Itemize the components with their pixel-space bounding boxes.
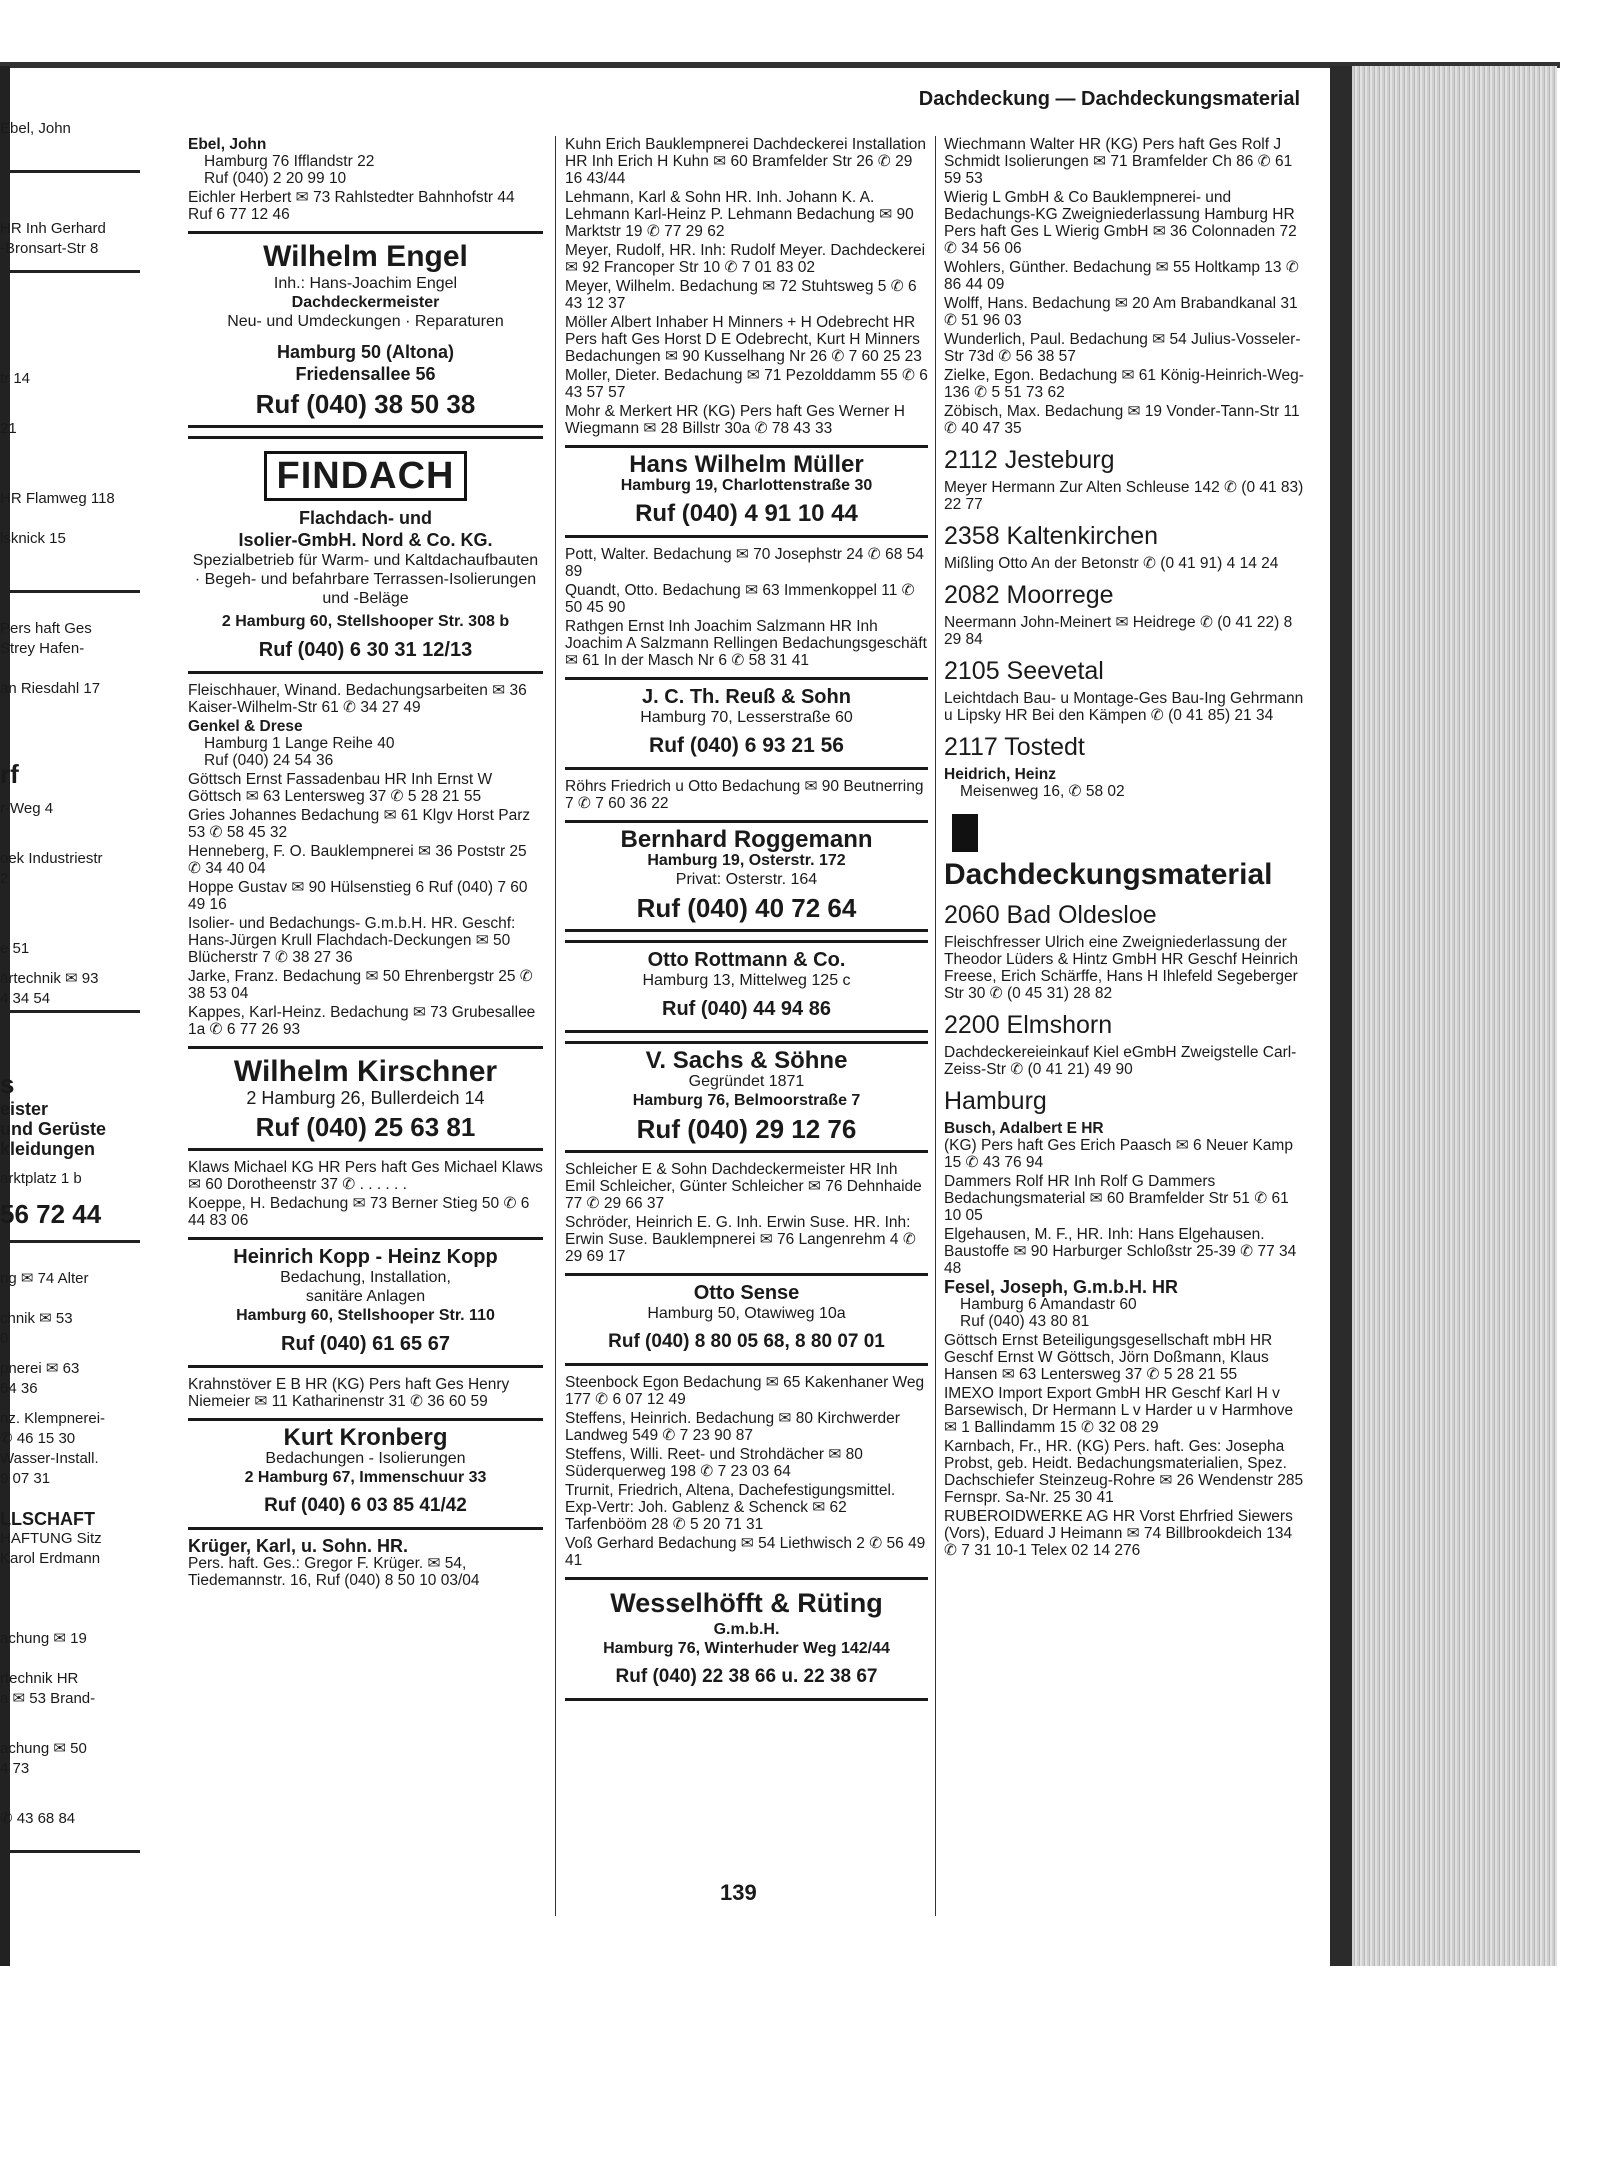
entry-text: Jarke, Franz. Bedachung ✉ 50 Ehrenbergstr 25 ✆ 38 53 04 [188,968,533,1002]
entry [565,618,928,669]
entry-phone: Ruf (040) 43 80 81 [960,1313,1090,1330]
entry-text: Gries Johannes Bedachung ✉ 61 Klgv Horst Parz 53 ✆ 58 45 32 [188,807,531,841]
left-fragment-line: Strey Hafen- [0,640,85,657]
entry [944,934,1304,1002]
ad-address: Privat: Osterstr. 164 [675,871,818,888]
entry-text: Koeppe, H. Bedachung ✉ 73 Berner Stieg 50 ✆ 6 44 83 06 [188,1195,530,1229]
entry-text: Göttsch Ernst Beteiligungsgesellschaft mbH HR Geschf Ernst W Göttsch, Jörn Doßmann, Klaus Hansen ✉ 63 Lentersweg 37 ✆ 5 28 21 55 [944,1332,1273,1383]
entry [565,314,928,365]
city-heading: 2060 Bad Oldesloe [944,901,1157,929]
left-fragment-line: Wasser-Install. [0,1450,99,1467]
entry [565,582,928,616]
left-fragment-line: 4 73 [0,1760,30,1777]
city-heading: 2117 Tostedt [944,733,1085,761]
entry [565,546,928,580]
ad-address: Hamburg 50 (Altona) [276,342,454,362]
entry [565,1446,928,1480]
entry [565,1535,928,1569]
left-fragment-line: lsknick 15 [0,530,66,547]
left-fragment-line: a ✉ 53 Brand- [0,1690,96,1707]
left-fragment-line: achung ✉ 50 [0,1740,87,1757]
ad-title: Wilhelm Kirschner [233,1055,498,1088]
left-fragment-line: 4 34 54 [0,990,51,1007]
entry-text: Fleischhauer, Winand. Bedachungsarbeiten ✉ 36 Kaiser-Wilhelm-Str 61 ✆ 34 27 49 [188,682,527,716]
entry [565,1214,928,1265]
entry-text: Dachdeckereieinkauf Kiel eGmbH Zweigstelle Carl-Zeiss-Str ✆ (0 41 21) 49 90 [944,1044,1297,1078]
column-divider [935,136,936,1916]
entry [565,278,928,312]
entry-text: Meyer Hermann Zur Alten Schleuse 142 ✆ (0 41 83) 22 77 [944,479,1304,513]
entry-text: Steffens, Heinrich. Bedachung ✉ 80 Kirchwerder Landweg 549 ✆ 7 23 90 87 [565,1410,900,1444]
city-heading: 2112 Jesteburg [944,446,1115,474]
ad-line: Isolier-GmbH. Nord & Co. KG. [238,530,493,550]
left-fragment-line: 56 72 44 [0,1199,102,1229]
entry-text: Zöbisch, Max. Bedachung ✉ 19 Vonder-Tann-Str 11 ✆ 40 47 35 [944,403,1300,437]
entry [944,189,1304,257]
entry-address: Meisenweg 16, ✆ 58 02 [960,783,1125,800]
entry-text: Klaws Michael KG HR Pers haft Ges Michael Klaws ✉ 60 Dorotheenstr 37 ✆ . . . . . . [188,1159,543,1193]
entry [188,807,543,841]
entry-text: Pers. haft. Ges.: Gregor F. Krüger. ✉ 54, Tiedemannstr. 16, Ruf (040) 8 50 10 03/04 [188,1555,480,1589]
entry-text: Trurnit, Friedrich, Altena, Dachefestigungsmittel. Exp-Vertr: Joh. Gablenz & Schenck ✉ 62 Tarfenbööm 28 ✆ 5 20 71 31 [565,1482,896,1533]
ad-title: V. Sachs & Söhne [645,1047,848,1074]
entry-text: Leichtdach Bau- u Montage-Ges Bau-Ing Gehrmann u Lipsky HR Bei den Kämpen ✆ (0 41 85) 21 34 [944,690,1304,724]
left-fragment-line: r-Weg 4 [0,800,54,817]
ad-address: Hamburg 50, Otawiweg 10a [647,1305,846,1322]
ad-title: Kurt Kronberg [283,1424,448,1451]
entry-text: Neermann John-Meinert ✉ Heidrege ✆ (0 41 22) 8 29 84 [944,614,1293,648]
entry-text: Möller Albert Inhaber H Minners + H Odebrecht HR Pers haft Ges Horst D E Odebrecht, Kurt H Minners Bedachungen ✉ 90 Kusselhang Nr 26 ✆ 7 60 25 23 [565,314,922,365]
entry [944,1120,1304,1171]
ad-wilhelm-kirschner [188,1046,543,1151]
entry-text: Steenbock Egon Bedachung ✉ 65 Kakenhaner Weg 177 ✆ 6 07 12 49 [565,1374,925,1408]
entry [944,367,1304,401]
entry-name: Busch, Adalbert E HR [944,1120,1104,1137]
entry [188,136,543,187]
left-fragment-line: ärtechnik ✉ 93 [0,970,99,987]
entry-text: Eichler Herbert ✉ 73 Rahlstedter Bahnhofstr 44 [188,189,515,206]
entry-text: Steffens, Willi. Reet- und Strohdächer ✉ 80 Süderquerweg 198 ✆ 7 23 03 64 [565,1446,863,1480]
ad-title: Hans Wilhelm Müller [629,451,864,478]
ad-title: Bernhard Roggemann [620,826,873,853]
ad-phone: Ruf (040) 44 94 86 [662,998,831,1020]
ad-line: G.m.b.H. [713,1621,780,1638]
ad-address: Hamburg 76, Winterhuder Weg 142/44 [603,1640,890,1657]
ad-phone: Ruf (040) 8 80 05 68, 8 80 07 01 [608,1331,885,1352]
ad-phone: Ruf (040) 6 30 31 12/13 [258,639,473,661]
entry-text: Karnbach, Fr., HR. (KG) Pers. haft. Ges: Josepha Probst, geb. Heidt. Bedachungsmaterialien, Spez. Dachschiefer Steinzeug-Rohre ✉ 26 Wendenstr 285 Fernspr. Sa-Nr. 25 30 41 [944,1438,1304,1506]
ad-address: 2 Hamburg 67, Immenschuur 33 [244,1469,487,1486]
ad-address: Hamburg 19, Osterstr. 172 [647,852,846,869]
ad-v-sachs-soehne [565,1041,928,1153]
entry [944,1173,1304,1224]
entry-text: Meyer, Rudolf, HR. Inh: Rudolf Meyer. Dachdeckerei ✉ 92 Francoper Str 10 ✆ 7 01 83 02 [565,242,926,276]
ad-line: Bedachung, Installation, [280,1269,451,1286]
left-fragment-line: und Gerüste [0,1119,107,1139]
ad-address: Hamburg 19, Charlottenstraße 30 [620,477,873,494]
entry-text: Meyer, Wilhelm. Bedachung ✉ 72 Stuhtsweg 5 ✆ 6 43 12 37 [565,278,917,312]
city-heading: 2082 Moorrege [944,581,1114,609]
ad-reuss-sohn [565,677,928,770]
left-fragment-line: eister [0,1099,49,1119]
entry-text: Schröder, Heinrich E. G. Inh. Erwin Suse. HR. Inh: Erwin Suse. Bauklempnerei ✉ 76 Langenrehm 4 ✆ 29 69 17 [565,1214,916,1265]
entry [188,1195,543,1229]
left-fragment-line: pnerei ✉ 63 [0,1360,80,1377]
left-fragment-line: 0 [0,1330,9,1347]
left-fragment-line: rf [0,759,19,789]
entry-text: Quandt, Otto. Bedachung ✉ 63 Immenkoppel 11 ✆ 50 45 90 [565,582,915,616]
entry-text: Schleicher E & Sohn Dachdeckermeister HR Inh Emil Schleicher, Günter Schleicher ✉ 76 Dehnhaide 77 ✆ 29 66 37 [565,1161,922,1212]
ad-address: Friedensallee 56 [295,364,436,384]
running-head: Dachdeckung — Dachdeckungsmaterial [918,88,1300,110]
entry-name: Heidrich, Heinz [944,766,1056,783]
left-fragment-line: oek Industriestr [0,850,103,867]
entry [188,915,543,966]
entry [565,778,928,812]
ad-otto-rottmann [565,940,928,1033]
left-fragment-line: LLSCHAFT [0,1509,95,1529]
entry [565,1410,928,1444]
entry-text: Mohr & Merkert HR (KG) Pers haft Ges Werner H Wiegmann ✉ 28 Billstr 30a ✆ 78 43 33 [565,403,905,437]
entry [188,1376,543,1410]
left-fragment-rule [0,1850,140,1853]
entry-text: Fleischfresser Ulrich eine Zweigniederlassung der Theodor Lüders & Hintz GmbH HR Geschf Heinrich Freese, Erich Schärffe, Hans H Ihlefeld Segeberger Str 30 ✆ (0 45 31) 28 82 [944,934,1299,1002]
entry-text: Rathgen Ernst Inh Joachim Salzmann HR Inh Joachim A Salzmann Rellingen Bedachungsgeschäft ✉ 61 In der Masch Nr 6 ✆ 58 31 41 [565,618,927,669]
entry [188,879,543,913]
entry [188,682,543,716]
ad-kurt-kronberg [188,1418,543,1530]
entry-text: Mißling Otto An der Betonstr ✆ (0 41 91) 4 14 24 [944,555,1279,572]
left-page-fragment [0,110,140,1870]
entry-name: Ebel, John [188,136,267,153]
left-fragment-line: 64 36 [0,1380,38,1397]
entry [565,367,928,401]
column-b [565,136,928,1709]
left-fragment-rule [0,1010,140,1013]
left-fragment-line: -Bronsart-Str 8 [0,240,99,257]
entry [188,968,543,1002]
entry [188,1159,543,1193]
entry [188,1538,543,1589]
entry [944,1044,1304,1078]
left-fragment-line: kleidungen [0,1139,96,1159]
ad-phone: Ruf (040) 40 72 64 [636,893,857,923]
left-fragment-rule [0,590,140,593]
ad-bernhard-roggemann [565,820,928,932]
ad-title: Otto Rottmann & Co. [647,949,846,971]
ad-wilhelm-engel [188,231,543,428]
entry-text: Hoppe Gustav ✉ 90 Hülsenstieg 6 Ruf (040) 7 60 49 16 [188,879,528,913]
entry [944,690,1304,724]
left-fragment-line: Ebel, John [0,120,71,137]
entry [944,1508,1304,1559]
left-fragment-line: HR Flamweg 118 [0,490,115,507]
entry-text: Dammers Rolf HR Inh Rolf G Dammers Bedachungsmaterial ✉ 60 Bramfelder Str 51 ✆ 61 10 05 [944,1173,1289,1224]
entry [565,1482,928,1533]
entry-text: Wohlers, Günther. Bedachung ✉ 55 Holtkamp 13 ✆ 86 44 09 [944,259,1299,293]
entry-text: Pott, Walter. Bedachung ✉ 70 Josephstr 24 ✆ 68 54 89 [565,546,924,580]
ad-title: Wesselhöfft & Rüting [610,1588,883,1618]
entry-text: Lehmann, Karl & Sohn HR. Inh. Johann K. A. Lehmann Karl-Heinz P. Lehmann Bedachung ✉ 90 Marktstr 19 ✆ 77 29 62 [565,189,914,240]
entry-address: Hamburg 6 Amandastr 60 [960,1296,1137,1313]
ad-line: Bedachungen - Isolierungen [265,1450,466,1467]
ad-address: Hamburg 60, Stellshooper Str. 110 [236,1307,495,1324]
ad-phone: Ruf (040) 4 91 10 44 [635,500,858,527]
left-fragment-line: 21 [0,420,17,437]
entry-text: IMEXO Import Export GmbH HR Geschf Karl H v Barsewisch, Dr Hermann L v Harder u v Harmhove ✉ 1 Ballindamm 15 ✆ 32 08 29 [944,1385,1294,1436]
ad-wesselhoefft-rueting [565,1577,928,1701]
entry-text: RUBEROIDWERKE AG HR Vorst Ehrfried Siewers (Vors), Eduard J Heimann ✉ 74 Billbrookdeich 134 ✆ 7 31 10-1 Telex 02 14 276 [944,1508,1293,1559]
entry [944,295,1304,329]
ad-findach [188,436,543,674]
entry-text: Zielke, Egon. Bedachung ✉ 61 König-Heinrich-Weg-136 ✆ 5 51 73 62 [944,367,1304,401]
entry [565,403,928,437]
entry [944,1226,1304,1277]
page-number: 139 [720,1880,757,1905]
entry-phone: Ruf (040) 2 20 99 10 [204,170,347,187]
page-top-edge [0,62,1560,68]
entry [565,1374,928,1408]
entry-text: Wolff, Hans. Bedachung ✉ 20 Am Brabandkanal 31 ✆ 51 96 03 [944,295,1298,329]
entry [944,331,1304,365]
left-fragment-rule [0,1240,140,1243]
entry [944,1332,1304,1383]
entry [944,1438,1304,1506]
entry [565,242,928,276]
left-fragment-line: arktplatz 1 b [0,1170,82,1187]
entry [188,189,543,223]
left-fragment-line: nz. Klempnerei- [0,1410,106,1427]
left-fragment-line: s [0,1069,15,1099]
entry-text: Moller, Dieter. Bedachung ✉ 71 Pezolddamm 55 ✆ 6 43 57 57 [565,367,928,401]
entry [565,1161,928,1212]
ad-address: Hamburg 76, Belmoorstraße 7 [632,1092,861,1109]
entry [944,614,1304,648]
ad-line: Neu- und Umdeckungen · Reparaturen [227,313,504,330]
ad-title: Heinrich Kopp - Heinz Kopp [233,1246,498,1268]
city-heading: 2358 Kaltenkirchen [944,522,1159,550]
entry [188,718,543,769]
ad-phone: Ruf (040) 6 93 21 56 [649,734,844,757]
ad-hans-wilhelm-mueller [565,445,928,538]
ad-line: Flachdach- und [298,508,432,528]
left-fragment-line: achung ✉ 19 [0,1630,87,1647]
book-edge-shadow [1330,66,1354,1966]
left-fragment-line: e 51 [0,940,30,957]
findach-logo: FINDACH [264,451,468,501]
entry [944,766,1304,800]
ad-title: Wilhelm Engel [263,240,468,273]
entry [565,189,928,240]
left-fragment-rule [0,270,140,273]
entry [944,555,1304,572]
left-fragment-line: ✆ 46 15 30 [0,1430,76,1447]
left-fragment-line: an Riesdahl 17 [0,680,101,697]
left-fragment-line: ng ✉ 74 Alter [0,1270,89,1287]
left-fragment-line: Pers haft Ges [0,620,92,637]
ad-line: Gegründet 1871 [688,1073,805,1090]
ad-address: Hamburg 13, Mittelweg 125 c [642,972,851,989]
entry-phone: Ruf (040) 24 54 36 [204,752,334,769]
ad-phone: Ruf (040) 25 63 81 [255,1112,476,1142]
section-heading: Dachdeckungsmaterial [944,858,1273,891]
entry-text: Kappes, Karl-Heinz. Bedachung ✉ 73 Grubesallee 1a ✆ 6 77 26 93 [188,1004,536,1038]
city-heading: 2105 Seevetal [944,657,1104,685]
city-heading: 2200 Elmshorn [944,1011,1113,1039]
ad-phone: Ruf (040) 61 65 67 [281,1333,450,1355]
left-fragment-line: 2 [0,870,9,887]
ad-title: Otto Sense [693,1282,800,1304]
entry [944,1385,1304,1436]
entry-address: Hamburg 76 Ifflandstr 22 [204,153,375,170]
ad-phone: Ruf (040) 6 03 85 41/42 [264,1495,467,1516]
section-marker [952,814,978,852]
entry [944,259,1304,293]
entry-text: Wunderlich, Paul. Bedachung ✉ 54 Julius-Vosseler-Str 73d ✆ 56 38 57 [944,331,1301,365]
ad-line: Inh.: Hans-Joachim Engel [273,275,458,292]
ad-otto-sense [565,1273,928,1366]
entry-text: (KG) Pers haft Ges Erich Paasch ✉ 6 Neuer Kamp 15 ✆ 43 76 94 [944,1137,1293,1171]
entry [944,403,1304,437]
left-fragment-line: HAFTUNG Sitz [0,1530,102,1547]
entry-text: Wierig L GmbH & Co Bauklempnerei- und Bedachungs-KG Zweigniederlassung Hamburg HR Pers haft Ges L Wierig GmbH ✉ 36 Colonnaden 72 ✆ 34 56 06 [944,189,1297,257]
left-fragment-line: rtechnik HR [0,1670,79,1687]
entry [188,843,543,877]
ad-phone: Ruf (040) 22 38 66 u. 22 38 67 [615,1666,878,1687]
entry-text: Krahnstöver E B HR (KG) Pers haft Ges Henry Niemeier ✉ 11 Katharinenstr 31 ✆ 36 60 59 [188,1376,510,1410]
city-heading: Hamburg [944,1087,1047,1115]
entry-text: Elgehausen, M. F., HR. Inh: Hans Elgehausen. Baustoffe ✉ 90 Harburger Schloßstr 25-39 ✆ 77 34 48 [944,1226,1297,1277]
left-fragment-line: tr 14 [0,370,31,387]
left-fragment-line: 9 07 31 [0,1470,51,1487]
ad-line: sanitäre Anlagen [305,1288,426,1305]
entry [944,1279,1304,1330]
entry-text: Göttsch Ernst Fassadenbau HR Inh Ernst W Göttsch ✉ 63 Lentersweg 37 ✆ 5 28 21 55 [188,771,493,805]
ad-line: Dachdeckermeister [291,294,440,311]
entry [188,1004,543,1038]
ad-phone: Ruf (040) 29 12 76 [636,1114,857,1144]
column-c [944,136,1304,1561]
ad-address: Hamburg 70, Lesserstraße 60 [640,709,853,726]
ad-heinrich-kopp [188,1237,543,1368]
left-fragment-line: ✆ 43 68 84 [0,1810,76,1827]
entry-phone: Ruf 6 77 12 46 [188,206,290,223]
entry-text: Kuhn Erich Bauklempnerei Dachdeckerei Installation HR Inh Erich H Kuhn ✉ 60 Bramfelder Str 26 ✆ 29 16 43/44 [565,136,927,187]
left-fragment-line: HR Inh Gerhard [0,220,106,237]
left-fragment-line: Karol Erdmann [0,1550,101,1567]
entry-text: Henneberg, F. O. Bauklempnerei ✉ 36 Poststr 25 ✆ 34 40 04 [188,843,527,877]
entry [944,479,1304,513]
entry-text: Wiechmann Walter HR (KG) Pers haft Ges Rolf J Schmidt Isolierungen ✉ 71 Bramfelder Ch 86 ✆ 61 59 53 [944,136,1293,187]
entry [188,771,543,805]
left-fragment-rule [0,170,140,173]
ad-address: 2 Hamburg 26, Bullerdeich 14 [246,1088,485,1108]
entry-name: Genkel & Drese [188,718,303,735]
entry-text: Röhrs Friedrich u Otto Bedachung ✉ 90 Beutnerring 7 ✆ 7 60 36 22 [565,778,924,812]
entry-address: Hamburg 1 Lange Reihe 40 [204,735,395,752]
ad-phone: Ruf (040) 38 50 38 [255,389,476,419]
ad-address: 2 Hamburg 60, Stellshooper Str. 308 b [221,613,510,630]
entry-name: Fesel, Joseph, G.m.b.H. HR [944,1277,1179,1297]
entry-name: Krüger, Karl, u. Sohn. HR. [188,1536,409,1556]
entry [944,136,1304,187]
ad-line: Spezialbetrieb für Warm- und Kaltdachaufbauten · Begeh- und befahrbare Terrassen-Isolierungen und -Beläge [192,552,539,607]
entry-text: Isolier- und Bedachungs- G.m.b.H. HR. Geschf: Hans-Jürgen Krull Flachdach-Deckungen ✉ 50 Blücherstr 7 ✆ 38 27 36 [188,915,516,966]
ad-title: J. C. Th. Reuß & Sohn [642,686,851,708]
column-divider [555,136,556,1916]
entry-text: Voß Gerhard Bedachung ✉ 54 Liethwisch 2 ✆ 56 49 41 [565,1535,926,1569]
entry [565,136,928,187]
column-a [188,136,543,1591]
left-fragment-line: chnik ✉ 53 [0,1310,73,1327]
book-page-edges [1352,66,1557,1966]
